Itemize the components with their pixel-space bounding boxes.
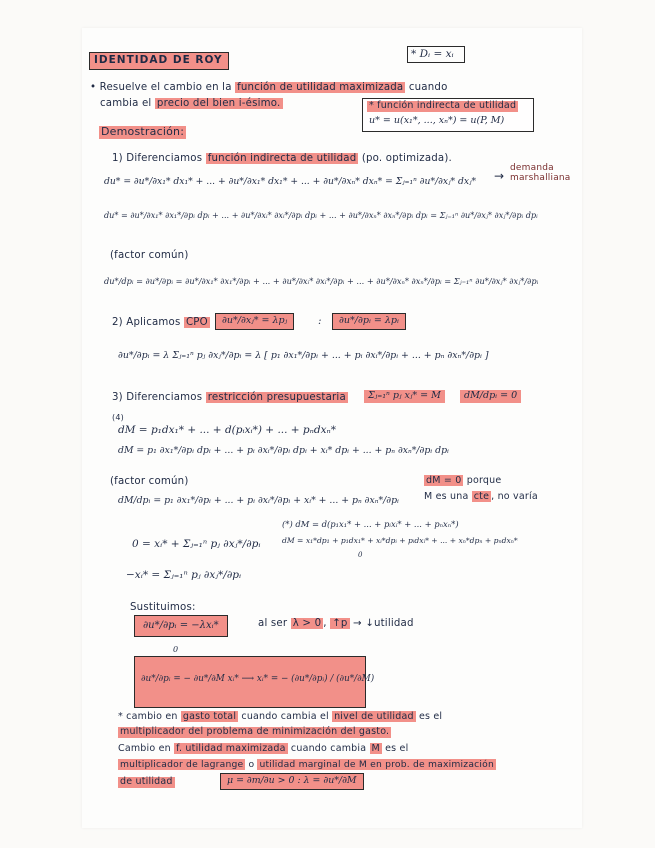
equation-zero: 0 = xᵢ* + Σⱼ₌₁ⁿ pⱼ ∂xⱼ*/∂pᵢ <box>132 538 261 550</box>
intro-line-2 <box>100 98 283 110</box>
cpo-equation-1: ∂u*/∂xⱼ* = λpⱼ <box>215 313 294 330</box>
note1-mid: cuando cambia el <box>241 711 329 722</box>
lambda-note-comma: , <box>323 618 327 629</box>
note3-prefix: Cambio en <box>118 743 171 754</box>
note1-gasto-total: gasto total <box>182 711 237 722</box>
step3-highlight: restricción presupuestaria <box>207 392 346 403</box>
step2-prefix: 2) Aplicamos <box>112 317 181 328</box>
step2-line <box>112 317 210 329</box>
step3-line <box>112 392 348 404</box>
note-line-5: de utilidad <box>120 776 173 787</box>
step2-cpo-highlight: CPO <box>185 317 208 328</box>
dm-note-es-una: M es una <box>424 491 469 502</box>
note-line-2: multiplicador del problema de minimización del gasto. <box>120 726 390 737</box>
cpo-separator: : <box>318 315 322 327</box>
note4-lagrange: multiplicador de lagrange <box>120 759 244 770</box>
roy-identity-equation: ∂u*/∂pᵢ = − ∂u*/∂M xᵢ* ⟶ xᵢ* = − (∂u*/∂pᵢ) / (∂u*/∂M) <box>141 674 375 684</box>
dm-note-porque: porque <box>466 475 502 486</box>
side-note-zero: 0 <box>358 551 363 559</box>
indirect-utility-box <box>362 98 534 132</box>
factor-comun-2: (factor común) <box>110 476 189 487</box>
step3-prefix: 3) Diferenciamos <box>112 392 203 403</box>
page-title: IDENTIDAD DE ROY <box>89 52 229 70</box>
note4-o: o <box>248 759 255 770</box>
equation-lambda-sum: ∂u*/∂pᵢ = λ Σⱼ₌₁ⁿ pⱼ ∂xⱼ*/∂pᵢ = λ [ p₁ ∂x₁*/∂pᵢ + ... + pᵢ ∂xᵢ*/∂pᵢ + ... + pₙ ∂xₙ*/∂pᵢ ] <box>118 350 489 361</box>
intro-suffix: cuando <box>408 82 448 93</box>
intro-line-1 <box>90 82 448 94</box>
note3-highlight: f. utilidad maximizada <box>176 743 286 754</box>
sustituimos-label: Sustituimos: <box>130 602 196 613</box>
equation-dm-1: dM = p₁dx₁* + ... + d(pᵢxᵢ*) + ... + pₙdxₙ* <box>118 424 337 436</box>
equation-dm-2: dM = p₁ ∂x₁*/∂pᵢ dpᵢ + ... + pᵢ ∂xᵢ*/∂pᵢ dpᵢ + xᵢ* dpᵢ + ... + pₙ ∂xₙ*/∂pᵢ dpᵢ <box>118 445 449 456</box>
demonstration-heading: Demostración: <box>101 125 185 138</box>
lambda-note-highlight: λ > 0 <box>292 618 322 629</box>
budget-constraint: Σⱼ₌₁ⁿ pⱼ xⱼ* = M <box>364 390 445 403</box>
step1-highlight: función indirecta de utilidad <box>207 153 357 164</box>
dm-note-cte: cte <box>473 491 490 502</box>
intro-highlight-price: precio del bien i-ésimo. <box>156 98 281 109</box>
note3-mid: cuando cambia <box>290 743 367 754</box>
zero-mark: 0 <box>173 645 179 654</box>
step1-suffix: (po. optimizada). <box>361 153 452 164</box>
dm-note-line-1 <box>424 476 501 487</box>
side-note-dm-2: dM = x₁*dp₁ + p₁dx₁* + xᵢ*dpᵢ + pᵢdxᵢ* + ... + xₙ*dpₙ + pₙdxₙ* <box>282 536 518 545</box>
note3-m: M <box>371 743 380 754</box>
lambda-note-price-up: ↑p <box>332 618 348 629</box>
step1-line <box>112 153 452 165</box>
intro-highlight-utility: función de utilidad maximizada <box>237 82 404 93</box>
dm-dp-zero: dM/dpᵢ = 0 <box>460 390 521 403</box>
equation-neg-x: −xᵢ* = Σⱼ₌₁ⁿ pⱼ ∂xⱼ*/∂pᵢ <box>126 569 242 581</box>
di-note-box: * Dᵢ = xᵢ <box>407 46 465 63</box>
demand-note: demanda marshalliana <box>510 163 571 184</box>
note-line-4 <box>118 760 496 771</box>
indirect-utility-title: * función indirecta de utilidad <box>369 100 517 111</box>
lambda-note-prefix: al ser <box>258 618 288 629</box>
note-line-1 <box>118 712 442 723</box>
note4-marginal: utilidad marginal de M en prob. de maximización <box>259 759 494 770</box>
equation-dm-dp: dM/dpᵢ = p₁ ∂x₁*/∂pᵢ + ... + pᵢ ∂xᵢ*/∂pᵢ + xᵢ* + ... + pₙ ∂xₙ*/∂pᵢ <box>118 495 399 506</box>
cpo-equation-2: ∂u*/∂pᵢ = λpᵢ <box>332 313 406 330</box>
arrow-right-icon: → <box>494 169 505 183</box>
indirect-utility-equation: u* = u(x₁*, ..., xₙ*) = u(P, M) <box>369 115 505 126</box>
side-note-dm-1: (*) dM = d(p₁x₁* + ... + pᵢxᵢ* + ... + pₙxₙ*) <box>282 519 459 529</box>
equation-du-total: du* = ∂u*/∂x₁* dx₁* + ... + ∂u*/∂x₁* dx₁* + ... + ∂u*/∂xₙ* dxₙ* = Σⱼ₌₁ⁿ ∂u*/∂xⱼ* dxⱼ* <box>104 176 477 187</box>
dm-note-highlight: dM = 0 <box>426 475 462 486</box>
note1-nivel-utilidad: nivel de utilidad <box>334 711 414 722</box>
dm-note-line-2 <box>424 492 538 503</box>
step1-prefix: 1) Diferenciamos <box>112 153 203 164</box>
intro-prefix: • Resuelve el cambio en la <box>90 82 232 93</box>
note-line-3 <box>118 744 408 755</box>
dm-note-no-varia: , no varía <box>491 491 538 502</box>
note1-prefix: * cambio en <box>118 711 178 722</box>
roy-identity-box <box>134 656 375 708</box>
intro-line2-prefix: cambia el <box>100 98 152 109</box>
roy-lambda-equation: ∂u*/∂pᵢ = −λxᵢ* <box>134 615 228 637</box>
final-equation: μ = ∂m/∂u > 0 : λ = ∂u*/∂M <box>220 773 364 790</box>
mark-4: (4) <box>112 413 124 422</box>
factor-comun-1: (factor común) <box>110 250 189 261</box>
lambda-note <box>258 618 414 630</box>
equation-du-dp: du*/dpᵢ = ∂u*/∂pᵢ = ∂u*/∂x₁* ∂x₁*/∂pᵢ + ... + ∂u*/∂xᵢ* ∂xᵢ*/∂pᵢ + ... + ∂u*/∂xₙ* ∂xₙ*/∂pᵢ = Σⱼ₌₁ⁿ ∂u*/∂xⱼ* ∂xⱼ*/∂pᵢ <box>104 276 539 286</box>
lambda-note-suffix: → ↓utilidad <box>353 618 414 629</box>
equation-du-chain: du* = ∂u*/∂x₁* ∂x₁*/∂pᵢ dpᵢ + ... + ∂u*/∂xᵢ* ∂xᵢ*/∂pᵢ dpᵢ + ... + ∂u*/∂xₙ* ∂xₙ*/∂pᵢ dpᵢ = Σⱼ₌₁ⁿ ∂u*/∂xⱼ* ∂xⱼ*/∂pᵢ dpᵢ <box>104 210 538 220</box>
note3-suffix: es el <box>385 743 409 754</box>
note1-suffix: es el <box>418 711 443 722</box>
